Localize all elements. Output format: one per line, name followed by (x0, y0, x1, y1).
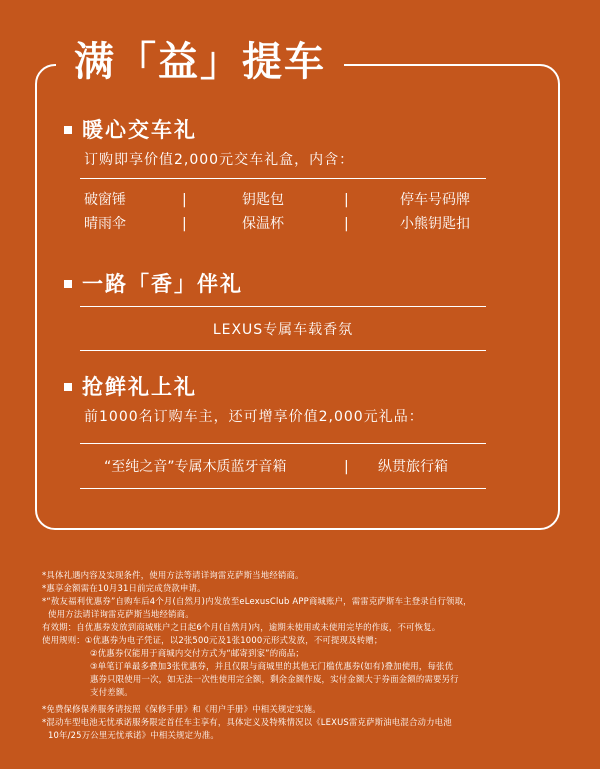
gift-item: 破窗锤 (84, 192, 126, 208)
footnote: *免费保修保养服务请按照《保修手册》和《用户手册》中相关规定实施。 (42, 704, 321, 714)
separator: | (344, 459, 349, 475)
gift-item: 钥匙包 (242, 192, 284, 208)
footnote: ②优惠券仅能用于商城内交付方式为“邮寄到家”的商品； (90, 648, 305, 658)
footnote: *混动车型电池无忧承诺服务限定首任车主享有，具体定义及特殊情况以《LEXUS雷克萨斯油电混合动力电池 (42, 717, 452, 727)
footnote: *具体礼遇内容及实现条件，使用方法等请详询雷克萨斯当地经销商。 (42, 570, 304, 580)
section-heading-text: 抢鲜礼上礼 (82, 375, 197, 399)
divider (80, 350, 486, 351)
gift-item: 小熊钥匙扣 (400, 216, 470, 232)
gift-item: “至纯之音”专属木质蓝牙音箱 (104, 459, 287, 475)
divider (80, 178, 486, 179)
footnotes (42, 569, 562, 742)
bullet-icon (64, 126, 72, 134)
divider (80, 488, 486, 489)
section-heading-fragrance-gift (64, 271, 243, 297)
footnote: 使用方法请详询雷克萨斯当地经销商。 (48, 609, 194, 619)
gift-item: 纵贯旅行箱 (378, 459, 448, 475)
section-description: 前1000名订购车主，还可增享价值2,000元礼品： (84, 409, 424, 425)
footnote: 惠券只限使用一次，如无法一次性使用完全额，剩余金额作废，实付金额大于券面金额的需要另行 (90, 674, 459, 684)
gift-item: 保温杯 (242, 216, 284, 232)
gift-item: 停车号码牌 (400, 192, 470, 208)
separator: | (344, 192, 349, 208)
footnote: ③单笔订单最多叠加3张优惠券，并且仅限与商城里的其他无门槛优惠券(如有)叠加使用，每张优 (90, 661, 454, 671)
separator: | (182, 216, 187, 232)
gift-row (80, 191, 490, 209)
early-bird-row (80, 458, 490, 476)
gift-item: 晴雨伞 (84, 216, 126, 232)
section-heading-delivery-gift (64, 117, 197, 143)
footnote: 10年/25万公里无忧承诺》中相关规定为准。 (48, 730, 219, 740)
section-heading-early-bird-gift (64, 374, 197, 400)
section-heading-text: 暖心交车礼 (82, 118, 197, 142)
separator: | (344, 216, 349, 232)
divider (80, 306, 486, 307)
divider (80, 443, 486, 444)
page-title: 满「益」提车 (56, 38, 344, 86)
footnote: 使用规则：①优惠券为电子凭证，以2张500元及1张1000元形式发放，不可提现及转赠； (42, 635, 383, 645)
bullet-icon (64, 383, 72, 391)
section-description: 订购即享价值2,000元交车礼盒，内含： (84, 152, 355, 168)
bullet-icon (64, 280, 72, 288)
footnote: *“敖友福利优惠券”自购车后4个月(自然月)内发放至eLexusClub APP商城账户，需雷克萨斯车主登录自行领取， (42, 596, 472, 606)
gift-row (80, 215, 490, 233)
section-heading-text: 一路「香」伴礼 (82, 272, 243, 296)
footnote: *惠享金额需在10月31日前完成贷款申请。 (42, 583, 206, 593)
footnote: 支付差额。 (90, 687, 133, 697)
separator: | (182, 192, 187, 208)
footnote: 有效期：自优惠券发放到商城账户之日起6个月(自然月)内，逾期未使用或未使用完毕的作废，不可恢复。 (42, 622, 441, 632)
fragrance-item: LEXUS专属车载香氛 (212, 322, 354, 338)
